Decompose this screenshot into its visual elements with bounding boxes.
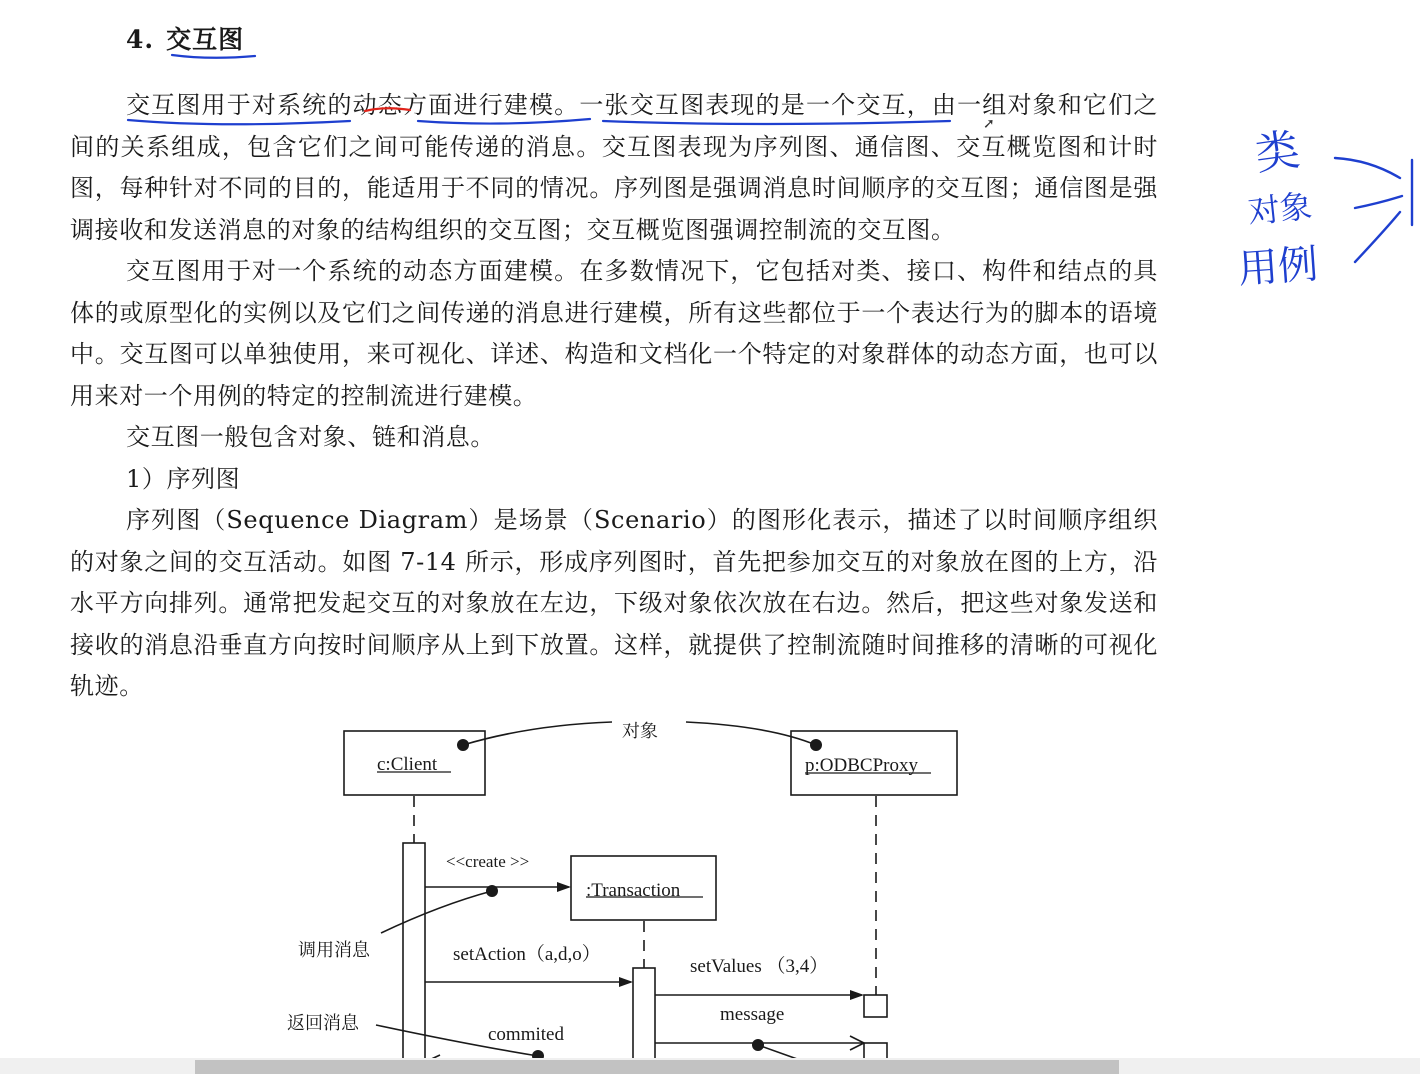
return-arrow-head <box>850 1036 864 1050</box>
mouse-cursor-icon: ➚ <box>983 116 995 132</box>
arrowheads <box>557 882 864 1000</box>
label-setaction: setAction（a,d,o） <box>453 944 601 965</box>
handwriting-class: 类 <box>1252 125 1303 180</box>
diagram-labels <box>287 721 918 1045</box>
arrowhead-setvalues <box>850 990 864 1000</box>
dot-object-proxy <box>810 739 822 751</box>
label-call-message: 调用消息 <box>298 940 370 960</box>
annotation-dots <box>457 739 822 1062</box>
handwriting-usecase: 用例 <box>1236 241 1320 292</box>
arrowhead-setaction <box>619 977 633 987</box>
handwriting-brace <box>1335 158 1412 262</box>
label-setvalues: setValues （3,4） <box>690 956 829 977</box>
paragraph-sequence: 序列图（Sequence Diagram）是场景（Scenario）的图形化表示，描述了以时间顺序组织的对象之间的交互活动。如图 7-14 所示，形成序列图时，首先把参加交互的对象放在图的上方，沿水平方向排列。通常把发起交互的对象放在左边，下级对象依次放在右边。然后，把这些对象发送和接收的消息沿垂直方向按时间顺序从上到下放置。这样，就提供了控制流随时间推移的清晰的可视化轨迹。 <box>70 506 1158 700</box>
activation-proxy-1 <box>864 995 887 1017</box>
paragraph-contents: 交互图一般包含对象、链和消息。 <box>126 423 495 451</box>
object-box-transaction <box>571 856 716 920</box>
object-box-proxy <box>791 731 957 795</box>
object-box-client <box>344 731 485 795</box>
label-return-message: 返回消息 <box>287 1013 359 1033</box>
paragraph-modeling: 交互图用于对一个系统的动态方面建模。在多数情况下，它包括对类、接口、构件和结点的具体的或原型化的实例以及它们之间传递的消息进行建模，所有这些都位于一个表达行为的脚本的语境中。交互图可以单独使用，来可视化、详述、构造和文档化一个特定的对象群体的动态方面，也可以用来对一个用例的特定的控制流进行建模。 <box>70 257 1158 410</box>
leader-object-right <box>686 722 816 745</box>
label-message: message <box>720 1004 785 1025</box>
dot-message <box>752 1039 764 1051</box>
subsection-heading: 1）序列图 <box>126 464 241 493</box>
leader-call <box>381 891 492 933</box>
scrollbar-thumb[interactable] <box>195 1060 1119 1074</box>
leader-object-left <box>463 722 612 745</box>
dot-call <box>486 885 498 897</box>
section-number: 4. <box>126 25 155 54</box>
paragraph-intro: 交互图用于对系统的动态方面进行建模。一张交互图表现的是一个交互，由一组对象和它们之间的关系组成，包含它们之间可能传递的消息。交互图表现为序列图、通信图、交互概览图和计时图，每种针对不同的目的，能适用于不同的情况。序列图是强调消息时间顺序的交互图；通信图是强调接收和发送消息的对象的结构组织的交互图；交互概览图强调控制流的交互图。 <box>70 91 1158 244</box>
label-object: 对象 <box>622 721 658 741</box>
label-create: <<create >> <box>446 852 530 871</box>
section-heading <box>126 20 244 56</box>
label-commited: commited <box>488 1024 564 1045</box>
activation-client <box>403 843 425 1073</box>
arrowhead-create <box>557 882 571 892</box>
body-text <box>70 85 1158 708</box>
object-name-client: c:Client <box>377 754 438 775</box>
section-title: 交互图 <box>166 25 245 54</box>
dot-object-client <box>457 739 469 751</box>
object-name-underlines <box>377 772 931 897</box>
handwriting-object: 对象 <box>1246 187 1314 231</box>
object-name-proxy: p:ODBCProxy <box>805 755 918 776</box>
handwriting-notes <box>1237 125 1320 292</box>
object-name-transaction: :Transaction <box>586 880 681 901</box>
sequence-diagram <box>344 722 957 1074</box>
leader-return <box>376 1025 538 1056</box>
